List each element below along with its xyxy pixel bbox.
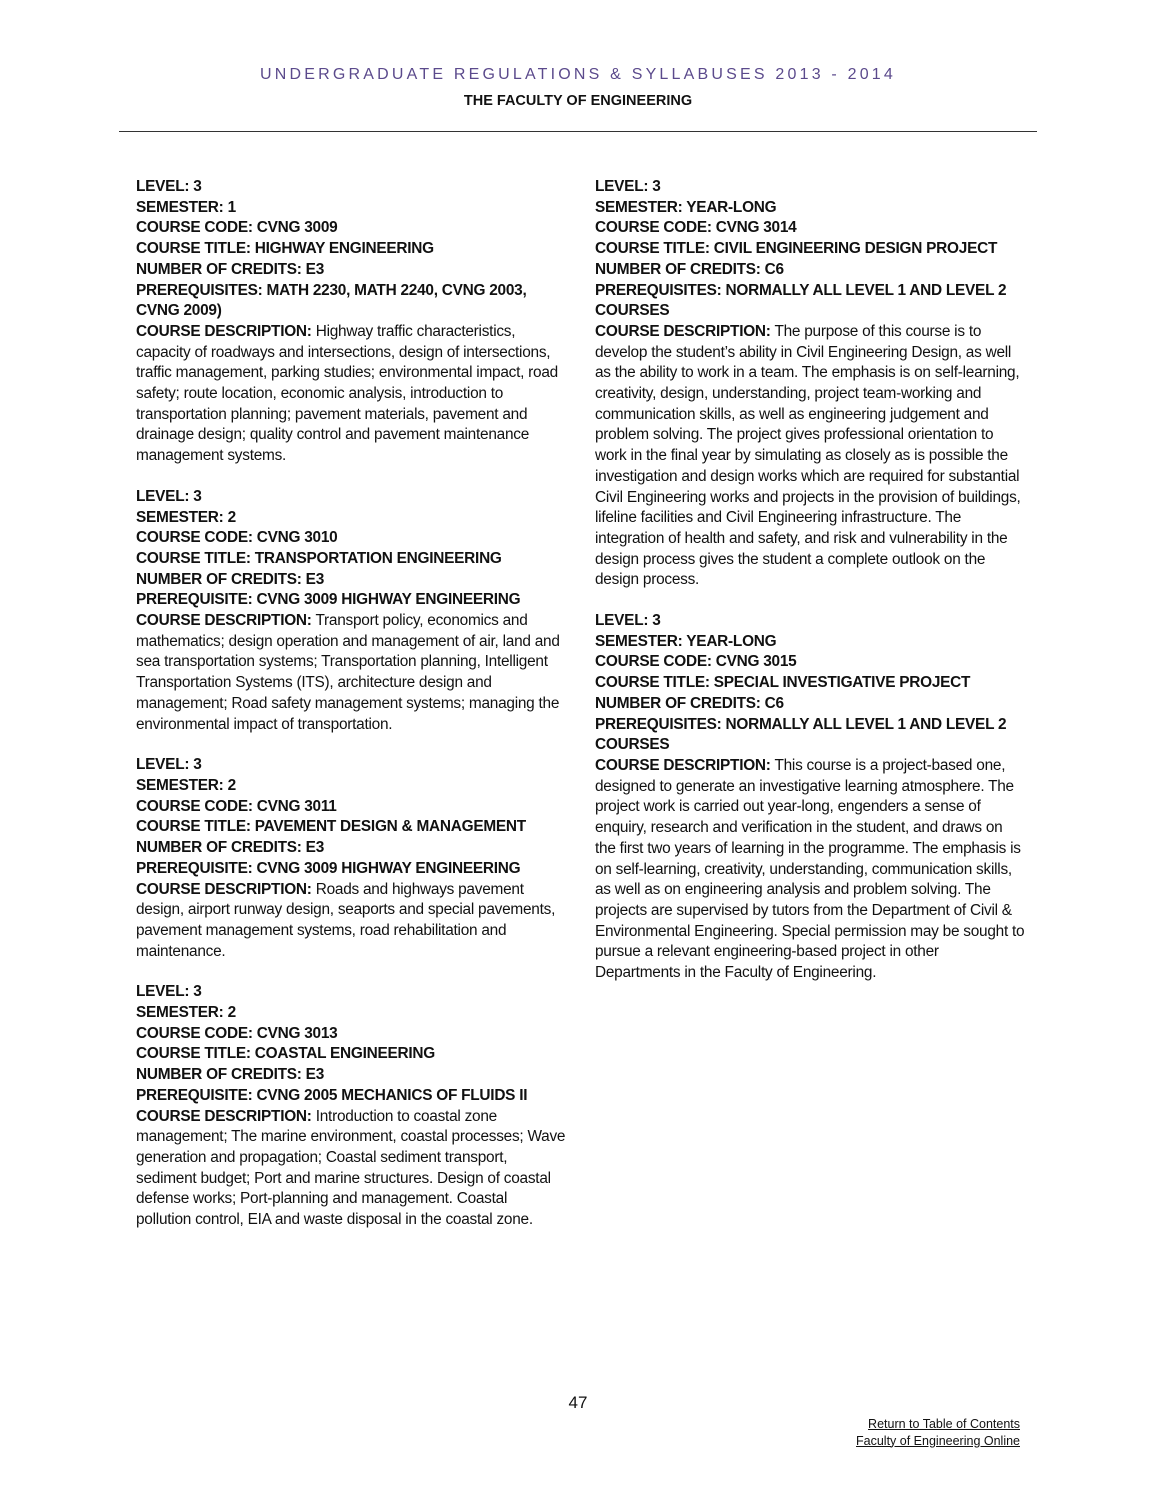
- course-semester: SEMESTER: YEAR-LONG: [595, 632, 777, 650]
- document-header-subtitle: THE FACULTY OF ENGINEERING: [463, 93, 693, 109]
- course-level: LEVEL: 3: [595, 612, 661, 630]
- course-title: COURSE TITLE: SPECIAL INVESTIGATIVE PROJECT: [595, 674, 971, 692]
- course-credits: NUMBER OF CREDITS: E3: [136, 1066, 324, 1084]
- course-code: COURSE CODE: CVNG 3010: [136, 529, 338, 547]
- course-description: Transport policy, economics and mathematics; design operation and management of air, land and sea transportation systems; Transportation planning, Intelligent Transportation Systems (ITS), architecture design and management; Road safety management systems; managing the environmental impact of transportation.: [136, 612, 560, 733]
- course-code: COURSE CODE: CVNG 3015: [595, 653, 797, 671]
- footer-links: [856, 1416, 1020, 1449]
- course-code: COURSE CODE: CVNG 3011: [136, 797, 337, 815]
- document-header-title: UNDERGRADUATE REGULATIONS & SYLLABUSES 2013 - 2014: [259, 66, 896, 83]
- course-title: COURSE TITLE: TRANSPORTATION ENGINEERING: [136, 549, 502, 567]
- course-credits: NUMBER OF CREDITS: E3: [136, 570, 324, 588]
- course-description: Highway traffic characteristics, capacity of roadways and intersections, design of intersections, traffic management, parking studies; environmental impact, road safety; route location, economic analysis, introduction to transportation planning; pavement materials, pavement and drainage design; quality control and pavement maintenance management systems.: [136, 322, 558, 465]
- course-prerequisites: PREREQUISITES: NORMALLY ALL LEVEL 1 AND LEVEL 2 COURSES: [595, 281, 1007, 320]
- course-prerequisites: PREREQUISITE: CVNG 3009 HIGHWAY ENGINEERING: [136, 859, 521, 877]
- course-description-label: COURSE DESCRIPTION:: [136, 322, 312, 340]
- right-column: [595, 177, 1025, 1004]
- course-code: COURSE CODE: CVNG 3013: [136, 1024, 338, 1042]
- course-prerequisites: PREREQUISITES: NORMALLY ALL LEVEL 1 AND LEVEL 2 COURSES: [595, 715, 1007, 754]
- course-level: LEVEL: 3: [136, 178, 202, 195]
- course-credits: NUMBER OF CREDITS: C6: [595, 260, 784, 278]
- course-semester: SEMESTER: 2: [136, 508, 236, 526]
- course-semester: SEMESTER: 2: [136, 776, 236, 794]
- course-title: COURSE TITLE: CIVIL ENGINEERING DESIGN PROJECT: [595, 240, 998, 258]
- course-block: [136, 755, 566, 962]
- course-semester: SEMESTER: 1: [136, 198, 236, 216]
- course-code: COURSE CODE: CVNG 3009: [136, 219, 338, 237]
- page-number: 47: [568, 1393, 588, 1412]
- course-description: The purpose of this course is to develop the student’s ability in Civil Engineering Design, as well as the ability to work in a team. The emphasis is on self-learning, creativity, design, understanding, project team-working and communication skills, as well as engineering judgement and problem solving. The project gives professional orientation to work in the final year by simulating as closely as is possible the investigation and design works which are required for substantial Civil Engineering works and projects in the provision of buildings, lifeline facilities and Civil Engineering infrastructure. The integration of health and safety, and risk and vulnerability in the design process gives the student a complete outlook on the design process.: [595, 322, 1021, 589]
- course-title: COURSE TITLE: PAVEMENT DESIGN & MANAGEMENT: [136, 818, 526, 836]
- course-block: [595, 177, 1025, 591]
- course-prerequisites: PREREQUISITES: MATH 2230, MATH 2240, CVNG 2003, CVNG 2009): [136, 281, 527, 320]
- course-credits: NUMBER OF CREDITS: C6: [595, 694, 784, 712]
- course-credits: NUMBER OF CREDITS: E3: [136, 839, 324, 857]
- return-to-toc-link[interactable]: Return to Table of Contents: [868, 1417, 1020, 1431]
- course-description-label: COURSE DESCRIPTION:: [136, 612, 312, 630]
- course-description-label: COURSE DESCRIPTION:: [595, 322, 771, 340]
- course-level: LEVEL: 3: [595, 178, 661, 195]
- course-description-label: COURSE DESCRIPTION:: [136, 1107, 312, 1125]
- course-credits: NUMBER OF CREDITS: E3: [136, 260, 324, 278]
- course-level: LEVEL: 3: [136, 756, 202, 774]
- course-description: Introduction to coastal zone management; The marine environment, coastal processes; Wave generation and propagation; Coastal sediment transport, sediment budget; Port and marine structures. Design of coastal defense works; Port-planning and management. Coastal pollution control, EIA and waste disposal in the coastal zone.: [136, 1107, 566, 1229]
- course-block: [136, 487, 566, 735]
- course-title: COURSE TITLE: COASTAL ENGINEERING: [136, 1045, 436, 1063]
- faculty-online-link[interactable]: Faculty of Engineering Online: [856, 1433, 1020, 1448]
- course-semester: SEMESTER: YEAR-LONG: [595, 198, 777, 216]
- course-code: COURSE CODE: CVNG 3014: [595, 219, 797, 237]
- course-semester: SEMESTER: 2: [136, 1004, 236, 1022]
- course-description-label: COURSE DESCRIPTION:: [136, 880, 312, 898]
- course-description: Roads and highways pavement design, airport runway design, seaports and special pavements, pavement management systems, road rehabilitation and maintenance.: [136, 880, 556, 960]
- course-description: This course is a project-based one, designed to generate an investigative learning atmosphere. The project work is carried out year-long, engenders a sense of enquiry, research and verification in the student, and draws on the first two years of learning in the programme. The emphasis is on self-learning, creativity, understanding, communication skills, as well as on engineering analysis and problem solving. The projects are supervised by tutors from the Department of Civil & Environmental Engineering. Special permission may be sought to pursue a relevant engineering-based project in other Departments in the Faculty of Engineering.: [595, 756, 1025, 982]
- course-block: [136, 982, 566, 1230]
- course-level: LEVEL: 3: [136, 487, 202, 505]
- course-prerequisites: PREREQUISITE: CVNG 2005 MECHANICS OF FLUIDS II: [136, 1086, 528, 1104]
- course-block: [595, 611, 1025, 984]
- course-level: LEVEL: 3: [136, 983, 202, 1001]
- header-divider: [119, 131, 1037, 132]
- course-title: COURSE TITLE: HIGHWAY ENGINEERING: [136, 240, 434, 258]
- course-description-label: COURSE DESCRIPTION:: [595, 756, 771, 774]
- course-block: [136, 177, 566, 467]
- left-column: [136, 177, 566, 1251]
- course-prerequisites: PREREQUISITE: CVNG 3009 HIGHWAY ENGINEERING: [136, 591, 521, 609]
